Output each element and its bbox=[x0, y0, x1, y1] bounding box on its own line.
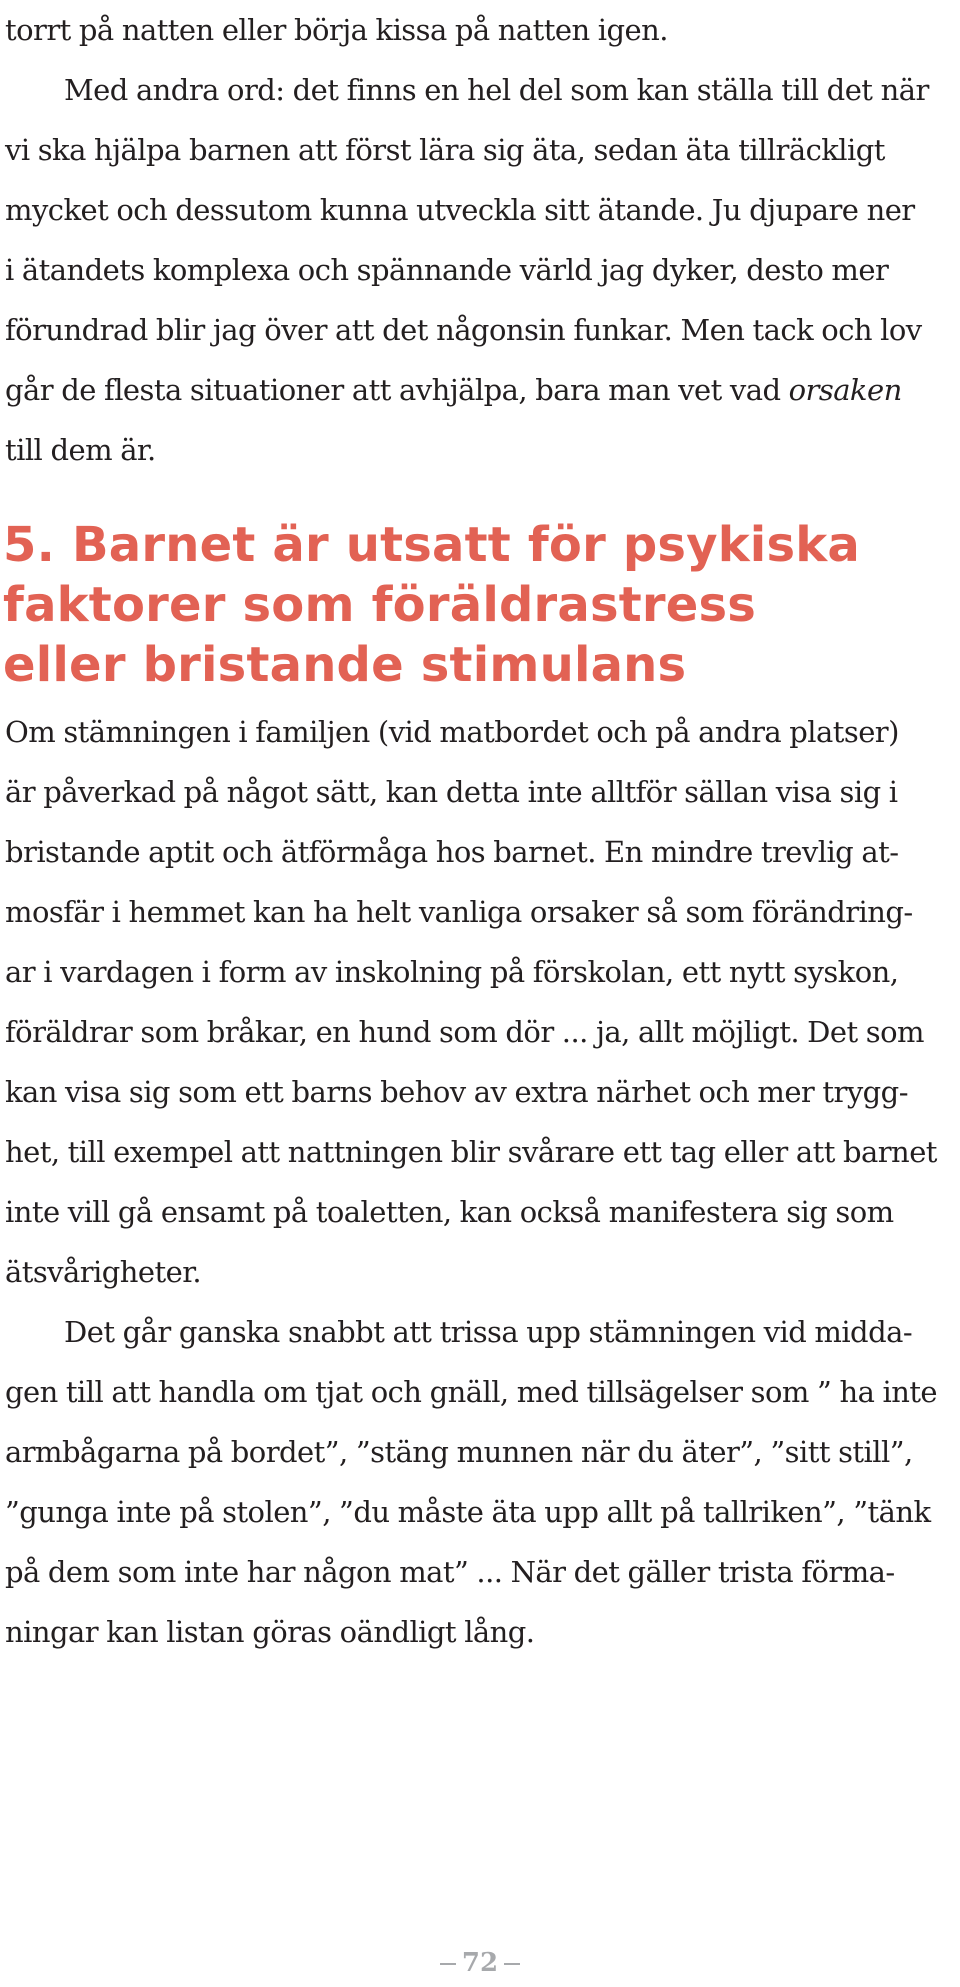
text-line: ar i vardagen i form av inskolning på förskolan, ett nytt syskon, bbox=[5, 955, 899, 989]
page-number-dash-left bbox=[440, 1963, 456, 1965]
page-number-value: 72 bbox=[461, 1948, 499, 1978]
text-line: torrt på natten eller börja kissa på natten igen. bbox=[5, 13, 668, 47]
page-number bbox=[0, 1948, 960, 1978]
text-line: ningar kan listan göras oändligt lång. bbox=[5, 1615, 535, 1649]
text-line: ”gunga inte på stolen”, ”du måste äta upp allt på tallriken”, ”tänk bbox=[5, 1495, 931, 1529]
text-line: vi ska hjälpa barnen att först lära sig äta, sedan äta tillräckligt bbox=[5, 133, 885, 167]
page-number-dash-right bbox=[504, 1963, 520, 1965]
text-line: mycket och dessutom kunna utveckla sitt ätande. Ju djupare ner bbox=[5, 193, 915, 227]
heading-line: 5. Barnet är utsatt för psykiska bbox=[3, 517, 860, 573]
text-line: Med andra ord: det finns en hel del som kan ställa till det när bbox=[64, 73, 929, 107]
text-line: gen till att handla om tjat och gnäll, med tillsägelser som ” ha inte bbox=[5, 1375, 938, 1409]
intro-paragraph bbox=[5, 0, 955, 480]
emphasized-word: orsaken bbox=[788, 373, 902, 407]
text-line: föräldrar som bråkar, en hund som dör ... ja, allt möjligt. Det som bbox=[5, 1015, 924, 1049]
text-line: förundrad blir jag över att det någonsin funkar. Men tack och lov bbox=[5, 313, 922, 347]
text-line: kan visa sig som ett barns behov av extra närhet och mer trygg- bbox=[5, 1075, 908, 1109]
text-line: inte vill gå ensamt på toaletten, kan också manifestera sig som bbox=[5, 1195, 894, 1229]
text-line: till dem är. bbox=[5, 433, 156, 467]
body-paragraph-1 bbox=[5, 702, 955, 1302]
text-line: är påverkad på något sätt, kan detta inte alltför sällan visa sig i bbox=[5, 775, 898, 809]
text-line: armbågarna på bordet”, ”stäng munnen när du äter”, ”sitt still”, bbox=[5, 1435, 913, 1469]
text-line: bristande aptit och ätförmåga hos barnet. En mindre trevlig at- bbox=[5, 835, 899, 869]
heading-line: faktorer som föräldrastress bbox=[3, 577, 757, 633]
section-heading bbox=[3, 515, 953, 695]
body-paragraph-2 bbox=[5, 1302, 955, 1662]
text-line: mosfär i hemmet kan ha helt vanliga orsaker så som förändring- bbox=[5, 895, 913, 929]
text-line: Om stämningen i familjen (vid matbordet och på andra platser) bbox=[5, 715, 899, 749]
text-line: Det går ganska snabbt att trissa upp stämningen vid midda- bbox=[64, 1315, 913, 1349]
text-line: ätsvårigheter. bbox=[5, 1255, 202, 1289]
text-line: het, till exempel att nattningen blir svårare ett tag eller att barnet bbox=[5, 1135, 937, 1169]
text-segment: går de flesta situationer att avhjälpa, bara man vet vad bbox=[5, 373, 781, 407]
heading-line: eller bristande stimulans bbox=[3, 637, 687, 693]
text-line: på dem som inte har någon mat” ... När det gäller trista förma- bbox=[5, 1555, 895, 1589]
text-line-with-emphasis bbox=[5, 360, 955, 420]
text-line: i ätandets komplexa och spännande värld jag dyker, desto mer bbox=[5, 253, 889, 287]
